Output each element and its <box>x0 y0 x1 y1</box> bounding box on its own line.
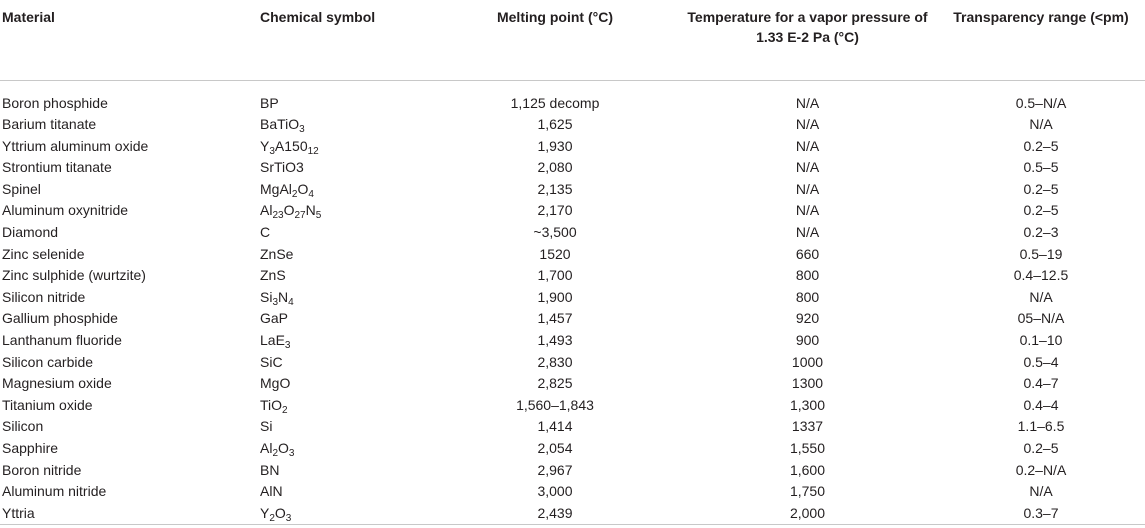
symbol-subscript: 2 <box>282 404 288 416</box>
symbol-part: ZnS <box>260 267 286 284</box>
table-row <box>0 244 1145 266</box>
table-row <box>0 136 1145 158</box>
material-cell: Gallium phosphide <box>2 310 118 327</box>
table-row <box>0 481 1145 503</box>
melting-point-cell: 1,125 decomp <box>510 94 600 111</box>
table-row <box>0 416 1145 438</box>
table-row <box>0 308 1145 330</box>
material-cell: Silicon nitride <box>2 288 86 305</box>
symbol-part: LaE <box>260 332 285 349</box>
table-row <box>0 373 1145 395</box>
melting-point-cell: 1,414 <box>537 418 573 435</box>
chemical-symbol-cell <box>250 460 430 482</box>
chemical-symbol-cell <box>250 80 430 114</box>
material-cell: Zinc sulphide (wurtzite) <box>2 267 146 284</box>
chemical-symbol-cell <box>250 114 430 136</box>
symbol-part: O <box>278 440 289 456</box>
header-row <box>0 0 1145 80</box>
material-cell: Magnesium oxide <box>2 375 112 392</box>
symbol-subscript: 2 <box>269 512 275 524</box>
chemical-symbol-cell <box>250 265 430 287</box>
material-cell: Boron nitride <box>2 461 82 478</box>
melting-point-cell: 1,625 <box>537 116 573 133</box>
symbol-part: O <box>274 504 286 521</box>
melting-point-cell: 1,700 <box>537 267 573 284</box>
symbol-part: N <box>278 288 289 305</box>
vapor-temperature-cell: N/A <box>795 180 820 197</box>
symbol-part: 0 <box>299 137 308 154</box>
vapor-temperature-cell: 660 <box>795 245 820 262</box>
vapor-temperature-cell: 2,000 <box>789 504 826 521</box>
symbol-subscript: 5 <box>315 210 322 222</box>
vapor-temperature-cell: 920 <box>795 310 820 327</box>
symbol-part: MgO <box>260 375 291 392</box>
melting-point-cell: 2,830 <box>537 353 573 370</box>
chemical-symbol-cell <box>250 200 430 222</box>
chemical-symbol-cell <box>250 287 430 309</box>
table-row <box>0 179 1145 201</box>
melting-point-cell: 1520 <box>539 245 571 262</box>
chemical-symbol-cell <box>250 373 430 395</box>
transparency-range-cell: N/A <box>1029 116 1053 133</box>
table-row <box>0 222 1145 244</box>
melting-point-cell: 1,930 <box>537 137 573 154</box>
symbol-part: ZnSe <box>260 245 294 262</box>
material-cell: Aluminum oxynitride <box>2 202 129 219</box>
melting-point-cell: 3,000 <box>537 483 573 500</box>
symbol-subscript: 4 <box>288 296 294 308</box>
vapor-temperature-cell: 800 <box>795 267 820 284</box>
chemical-symbol-cell <box>250 244 430 266</box>
chemical-symbol-cell <box>250 416 430 438</box>
table-row <box>0 200 1145 222</box>
material-cell: Silicon carbide <box>2 353 94 370</box>
vapor-temperature-cell: N/A <box>795 224 820 241</box>
transparency-range-cell: 0.2–5 <box>1023 440 1059 456</box>
transparency-range-cell: 0.5–N/A <box>1015 94 1067 111</box>
symbol-subscript: 3 <box>288 448 295 459</box>
symbol-subscript: 23 <box>272 210 284 222</box>
symbol-subscript: 4 <box>308 188 314 200</box>
vapor-temperature-cell: 1000 <box>791 353 824 370</box>
material-cell: Yttria <box>2 504 35 521</box>
material-cell: Zinc selenide <box>2 245 85 262</box>
symbol-subscript: 12 <box>307 145 319 157</box>
symbol-part: BP <box>260 94 279 111</box>
table-row <box>0 460 1145 482</box>
transparency-range-cell: 0.2–5 <box>1023 180 1059 197</box>
transparency-range-cell: 0.4–4 <box>1023 396 1059 413</box>
chemical-symbol-cell <box>250 438 430 460</box>
symbol-part: SiC <box>260 353 283 370</box>
chemical-symbol-cell <box>250 481 430 503</box>
symbol-part: Al <box>260 440 273 456</box>
symbol-subscript: 27 <box>294 210 306 222</box>
transparency-range-cell: 05–N/A <box>1017 310 1065 327</box>
melting-point-cell: 2,170 <box>537 202 573 219</box>
table-header <box>0 0 1145 80</box>
melting-point-cell: 1,560–1,843 <box>516 396 594 413</box>
melting-point-cell: 2,439 <box>537 504 573 521</box>
symbol-part: N <box>305 202 316 219</box>
material-cell: Strontium titanate <box>2 159 112 176</box>
symbol-part: BaTiO <box>260 116 300 133</box>
symbol-part: O <box>297 180 309 197</box>
melting-point-cell: ~3,500 <box>533 224 577 241</box>
table-body <box>0 80 1145 525</box>
material-cell: Lanthanum fluoride <box>2 332 122 349</box>
header-melting-point: Melting point (°C) <box>496 9 613 25</box>
symbol-part: MgAl <box>260 180 292 197</box>
table-row <box>0 265 1145 287</box>
symbol-part: AlN <box>260 483 283 500</box>
symbol-subscript: 3 <box>299 124 305 136</box>
vapor-temperature-cell: 900 <box>795 332 820 349</box>
vapor-temperature-cell: 1337 <box>791 418 824 435</box>
table-row <box>0 157 1145 179</box>
table-row <box>0 114 1145 136</box>
transparency-range-cell: 0.4–7 <box>1023 375 1059 392</box>
transparency-range-cell: 0.5–4 <box>1023 353 1059 370</box>
vapor-temperature-cell: N/A <box>795 202 820 219</box>
melting-point-cell: 2,054 <box>537 440 573 456</box>
melting-point-cell: 2,825 <box>537 375 573 392</box>
table-row <box>0 287 1145 309</box>
vapor-temperature-cell: N/A <box>795 137 820 154</box>
symbol-part: Si <box>260 288 273 305</box>
header-vapor-pressure-temperature: Temperature for a vapor pressure of 1.33 E-2 Pa (°C) <box>687 9 928 45</box>
symbol-part: SrTiO3 <box>260 159 304 176</box>
transparency-range-cell: 0.5–5 <box>1023 159 1059 176</box>
vapor-temperature-cell: 1,600 <box>789 461 826 478</box>
symbol-part: TiO <box>260 396 283 413</box>
symbol-subscript: 2 <box>291 188 298 200</box>
vapor-temperature-cell: 800 <box>795 288 820 305</box>
melting-point-cell: 2,135 <box>537 180 573 197</box>
symbol-subscript: 3 <box>284 340 291 352</box>
chemical-symbol-cell <box>250 395 430 417</box>
symbol-part: Si <box>260 418 273 435</box>
symbol-part: C <box>260 224 271 241</box>
melting-point-cell: 1,493 <box>537 332 573 349</box>
symbol-part: Al <box>260 202 273 219</box>
symbol-subscript: 2 <box>272 448 279 459</box>
chemical-symbol-cell <box>250 222 430 244</box>
material-cell: Diamond <box>2 224 59 241</box>
material-cell: Aluminum nitride <box>2 483 107 500</box>
melting-point-cell: 1,900 <box>537 288 573 305</box>
chemical-symbol-cell <box>250 136 430 158</box>
vapor-temperature-cell: N/A <box>795 116 820 133</box>
material-cell: Yttrium aluminum oxide <box>2 137 149 154</box>
header-material: Material <box>2 9 55 25</box>
table-row <box>0 395 1145 417</box>
vapor-temperature-cell: N/A <box>795 159 820 176</box>
melting-point-cell: 2,967 <box>537 461 573 478</box>
symbol-subscript: 3 <box>272 296 279 308</box>
header-transparency-range: Transparency range (<pm) <box>953 9 1129 25</box>
material-cell: Titanium oxide <box>2 396 93 413</box>
table-row <box>0 438 1145 460</box>
material-cell: Barium titanate <box>2 116 97 133</box>
chemical-symbol-cell <box>250 179 430 201</box>
transparency-range-cell: 0.2–5 <box>1023 137 1059 154</box>
vapor-temperature-cell: 1,550 <box>789 440 826 456</box>
symbol-part: A15 <box>274 137 300 154</box>
material-cell: Spinel <box>2 180 41 197</box>
symbol-subscript: 3 <box>269 145 275 157</box>
table-row <box>0 80 1145 114</box>
chemical-symbol-cell <box>250 157 430 179</box>
symbol-subscript: 3 <box>285 512 292 524</box>
symbol-part: Y <box>260 137 270 154</box>
transparency-range-cell: 0.3–7 <box>1023 504 1059 521</box>
table-row <box>0 503 1145 525</box>
vapor-temperature-cell: N/A <box>795 94 820 111</box>
chemical-symbol-cell <box>250 503 430 525</box>
melting-point-cell: 1,457 <box>537 310 573 327</box>
header-chemical-symbol: Chemical symbol <box>260 9 376 25</box>
vapor-temperature-cell: 1,300 <box>789 396 826 413</box>
symbol-part: BN <box>260 461 280 478</box>
symbol-part: O <box>283 202 295 219</box>
material-cell: Boron phosphide <box>2 94 108 111</box>
transparency-range-cell: 0.2–N/A <box>1015 461 1067 478</box>
transparency-range-cell: 0.5–19 <box>1019 245 1063 262</box>
transparency-range-cell: 1.1–6.5 <box>1017 418 1065 435</box>
symbol-part: Y <box>260 504 270 521</box>
vapor-temperature-cell: 1300 <box>791 375 824 392</box>
chemical-symbol-cell <box>250 330 430 352</box>
material-cell: Sapphire <box>2 440 59 456</box>
transparency-range-cell: 0.4–12.5 <box>1013 267 1069 284</box>
transparency-range-cell: N/A <box>1029 483 1053 500</box>
transparency-range-cell: 0.2–5 <box>1023 202 1059 219</box>
vapor-temperature-cell: 1,750 <box>789 483 826 500</box>
table-row <box>0 330 1145 352</box>
material-cell: Silicon <box>2 418 44 435</box>
chemical-symbol-cell <box>250 308 430 330</box>
chemical-symbol-cell <box>250 352 430 374</box>
transparency-range-cell: N/A <box>1029 288 1053 305</box>
transparency-range-cell: 0.2–3 <box>1023 224 1059 241</box>
table-row <box>0 352 1145 374</box>
symbol-part: GaP <box>260 310 289 327</box>
transparency-range-cell: 0.1–10 <box>1019 332 1063 349</box>
melting-point-cell: 2,080 <box>537 159 573 176</box>
